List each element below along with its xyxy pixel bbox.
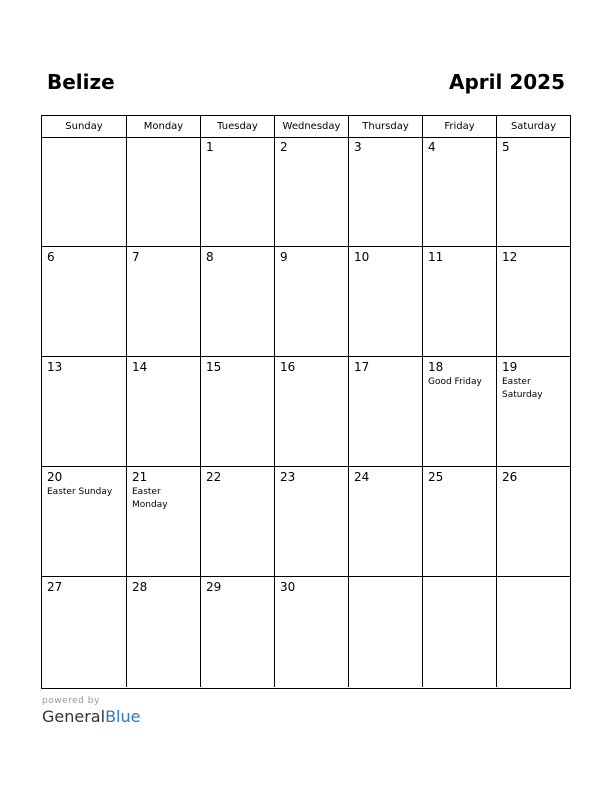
week-row [42,247,570,357]
day-cell [201,577,275,687]
day-number: 15 [206,360,222,374]
day-cell [201,137,275,246]
holiday-label: Easter Saturday [502,377,543,400]
day-number: 21 [132,470,148,484]
day-cell [42,577,127,687]
day-cell [275,357,349,466]
holiday-label: Easter Monday [132,487,168,510]
holiday-label: Good Friday [428,377,482,387]
day-cell [423,467,497,576]
day-number: 3 [354,140,362,154]
brand-logo-blue: Blue [105,707,141,726]
day-cell [201,247,275,356]
day-number: 24 [354,470,370,484]
day-number: 16 [280,360,296,374]
day-cell [127,467,201,576]
day-number: 25 [428,470,444,484]
day-cell [275,247,349,356]
day-cell [497,247,570,356]
day-cell [423,247,497,356]
weekday-thursday: Thursday [349,116,423,137]
week-row [42,467,570,577]
weekday-tuesday: Tuesday [201,116,275,137]
weekday-wednesday: Wednesday [275,116,349,137]
week-row [42,137,570,247]
day-cell [497,137,570,246]
weekday-saturday: Saturday [510,121,557,132]
weekday-monday: Monday [127,116,201,137]
day-number: 22 [206,470,222,484]
day-cell [423,137,497,246]
day-number: 27 [47,580,63,594]
day-cell [497,467,570,576]
week-row [42,357,570,467]
week-row [42,577,570,687]
country-title: Belize [47,70,115,94]
calendar-header [41,70,571,100]
day-number: 28 [132,580,148,594]
day-cell [349,357,423,466]
weekday-friday: Friday [423,116,497,137]
day-number: 18 [428,360,444,374]
day-number: 4 [428,140,436,154]
day-number: 8 [206,250,214,264]
day-cell [127,577,201,687]
day-cell [42,357,127,466]
holiday-label: Easter Sunday [47,487,113,497]
day-number: 19 [502,360,518,374]
brand-logo [42,707,140,726]
day-number: 29 [206,580,222,594]
day-cell [127,247,201,356]
day-number: 26 [502,470,518,484]
day-cell [127,137,201,246]
day-number: 10 [354,250,370,264]
day-cell [201,357,275,466]
day-cell [42,247,127,356]
day-cell [349,467,423,576]
day-cell [423,577,497,687]
weekday-sunday: Sunday [42,116,127,137]
day-number: 20 [47,470,63,484]
brand-logo-general: General [42,707,106,726]
day-cell [42,137,127,246]
footer [42,696,140,726]
day-number: 6 [47,250,55,264]
day-cell [127,357,201,466]
day-number: 11 [428,250,444,264]
month-title: April 2025 [449,70,565,94]
day-cell [497,357,570,466]
day-number: 2 [280,140,288,154]
day-cell [349,137,423,246]
day-number: 12 [502,250,518,264]
day-cell [349,247,423,356]
day-number: 9 [280,250,288,264]
weekday-header-row [42,116,570,138]
day-number: 14 [132,360,148,374]
day-number: 13 [47,360,63,374]
day-cell [423,357,497,466]
day-cell [275,577,349,687]
day-cell [349,577,423,687]
day-cell [275,137,349,246]
day-number: 17 [354,360,370,374]
day-number: 23 [280,470,296,484]
day-number: 30 [280,580,296,594]
day-cell [497,577,570,687]
calendar-grid [41,115,571,689]
day-cell [201,467,275,576]
weeks-container [42,137,570,687]
day-cell [275,467,349,576]
day-cell [42,467,127,576]
day-number: 7 [132,250,140,264]
day-number: 5 [502,140,510,154]
day-number: 1 [206,140,214,154]
powered-by-text: powered by [42,696,100,706]
